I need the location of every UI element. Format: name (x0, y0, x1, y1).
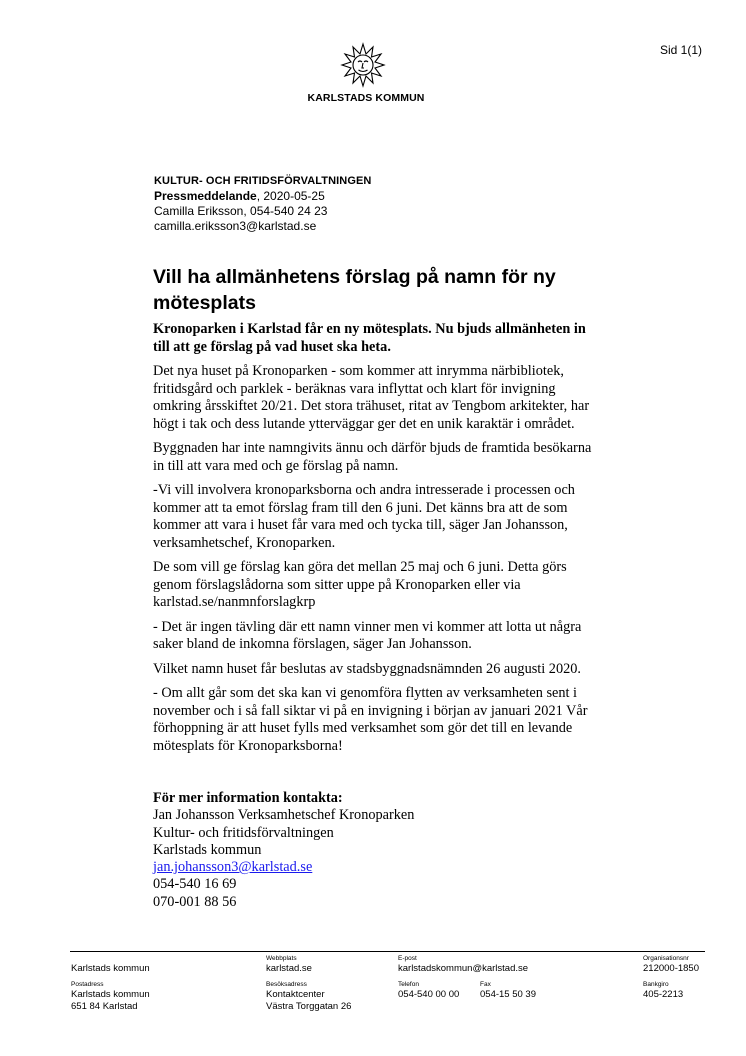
text-line: Det nya huset på Kronoparken - som kommer att inrymma närbibliotek, (153, 363, 564, 379)
footer-phone-label: Telefon (398, 981, 419, 988)
text-line: saker bland de inkomna förslagen, säger Jan Johansson. (153, 636, 472, 652)
footer-web-label: Webbplats (266, 955, 297, 962)
footer-name: Karlstads kommun (71, 963, 150, 974)
contact-unit: Kultur- och fritidsförvaltningen (153, 824, 334, 841)
text-line: mötesplats för Kronoparksborna! (153, 737, 343, 754)
footer-bank-label: Bankgiro (643, 981, 669, 988)
footer-orgnr-label: Organisationsnr (643, 955, 689, 962)
contact-heading: För mer information kontakta: (153, 790, 343, 806)
paragraph (153, 363, 628, 433)
text-line: -Vi vill involvera kronoparksborna och andra intresserade i processen och (153, 482, 575, 498)
paragraph (153, 619, 628, 654)
text-line: Byggnaden har inte namngivits ännu och därför bjuds de framtida besökarna (153, 440, 592, 456)
paragraph (153, 440, 628, 475)
paragraph (153, 559, 628, 612)
text-line: karlstad.se/nanmnforslagkrp (153, 594, 316, 610)
footer-visit-line: Kontaktcenter (266, 989, 325, 1000)
page-number: Sid 1(1) (660, 43, 703, 57)
text-line: kommer att ta emot förslag fram till den 6 juni. Det känns bra att de som (153, 499, 568, 516)
text-line: Vilket namn huset får beslutas av stadsbyggnadsnämnden 26 augusti 2020. (153, 660, 581, 677)
text-line: - Om allt går som det ska kan vi genomföra flytten av verksamheten sent i (153, 685, 578, 701)
contact-phone: 054-540 16 69 (153, 876, 237, 893)
paragraph (153, 661, 628, 679)
headline-line: mötesplats (153, 292, 256, 314)
text-line: omkring årsskiftet 20/21. Det stora trähuset, ritat av Tengbom arkitekter, har (153, 398, 590, 414)
footer-postal-label: Postadress (71, 981, 104, 988)
text-line: verksamhetschef, Kronoparken. (153, 534, 336, 551)
footer-email-label: E-post (398, 955, 417, 962)
footer-orgnr-value: 212000-1850 (643, 963, 699, 974)
paragraph (153, 482, 628, 552)
footer-divider (70, 951, 705, 952)
text-line: - Det är ingen tävling där ett namn vinner men vi kommer att lotta ut några (153, 618, 582, 635)
footer-phone-value: 054-540 00 00 (398, 989, 460, 1000)
footer-visit-line: Västra Torggatan 26 (266, 1001, 352, 1012)
text-line: Kronoparken i Karlstad får en ny mötesplats. Nu bjuds allmänheten in (153, 321, 586, 337)
department-name: KULTUR- OCH FRITIDSFÖRVALTNINGEN (154, 175, 372, 187)
press-meta (154, 174, 371, 234)
footer-fax-label: Fax (480, 981, 491, 988)
text-line: till att ge förslag på vad huset ska heta. (153, 338, 391, 355)
footer-email-value: karlstadskommun@karlstad.se (398, 963, 529, 974)
org-name: KARLSTADS KOMMUN (307, 92, 425, 104)
press-contact-email: camilla.eriksson3@karlstad.se (154, 219, 317, 233)
doc-type-line (154, 189, 371, 204)
text-line: De som vill ge förslag kan göra det mellan 25 maj och 6 juni. Detta görs (153, 559, 567, 575)
footer-postal-line: 651 84 Karlstad (71, 1001, 138, 1012)
text-line: fritidsgård och parklek - beräknas vara inflyttat och klart för invigning (153, 380, 556, 397)
lead-paragraph (153, 321, 628, 356)
doc-date: , 2020-05-25 (256, 189, 325, 203)
article-body (153, 321, 628, 762)
text-line: in till att vara med och ge förslag på namn. (153, 457, 399, 474)
text-line: högt i tak och dess lutande ytterväggar ger det en unik karaktär i området. (153, 415, 575, 432)
text-line: genom förslagslådorna som sitter uppe på Kronoparken eller via (153, 576, 521, 593)
text-line: förhoppning är att huset fylls med verksamhet som gör det till en levande (153, 720, 573, 736)
headline-line: Vill ha allmänhetens förslag på namn för ny (153, 266, 556, 288)
footer-web-value: karlstad.se (266, 963, 312, 974)
contact-name: Jan Johansson Verksamhetschef Kronoparken (153, 807, 415, 824)
contact-block (153, 790, 414, 911)
contact-phone: 070-001 88 56 (153, 893, 237, 910)
text-line: kommer att vara i huset får vara med och tycka till, säger Jan Johansson, (153, 517, 568, 533)
text-line: november och i så fall siktar vi på en invigning i början av januari 2021 Vår (153, 702, 588, 719)
footer-visit-label: Besöksadress (266, 981, 307, 988)
footer-bank-value: 405-2213 (643, 989, 684, 1000)
footer-fax-value: 054-15 50 39 (480, 989, 536, 1000)
doc-type: Pressmeddelande (154, 189, 257, 203)
headline (153, 264, 623, 316)
footer-postal-line: Karlstads kommun (71, 989, 150, 1000)
press-contact-line: Camilla Eriksson, 054-540 24 23 (154, 204, 328, 218)
contact-org: Karlstads kommun (153, 841, 262, 858)
contact-email-link[interactable]: jan.johansson3@karlstad.se (153, 859, 313, 876)
sun-face-logo-icon (340, 42, 386, 88)
paragraph (153, 685, 628, 755)
